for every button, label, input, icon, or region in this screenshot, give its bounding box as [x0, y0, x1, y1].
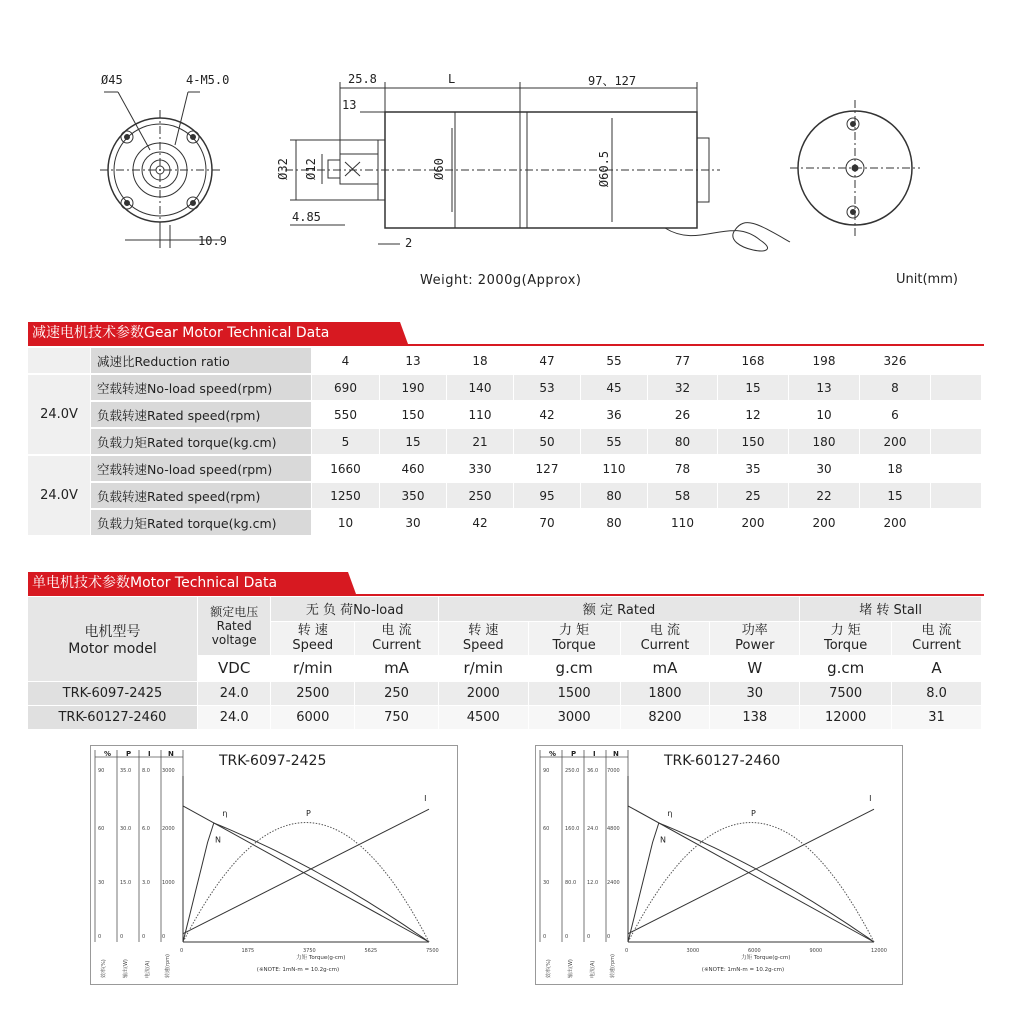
- scale-value: 3000: [162, 768, 175, 774]
- col-header: [892, 621, 982, 655]
- rated-group-header: 额 定 Rated: [438, 597, 799, 621]
- scale-value: 0: [142, 934, 146, 940]
- col-unit: r/min: [271, 655, 355, 681]
- col-header-cn: 力 矩: [830, 623, 861, 638]
- scale-value: 7000: [607, 768, 620, 774]
- col-header: [710, 621, 800, 655]
- col-header-en: Current: [372, 638, 421, 653]
- scale-value: 15.0: [120, 880, 132, 886]
- current-curve: [183, 809, 429, 934]
- dim-d45: Ø45: [101, 73, 123, 87]
- motor-value-cell: 7500: [800, 681, 892, 705]
- scale-value: 30.0: [120, 826, 132, 832]
- scale-value: 0: [565, 934, 569, 940]
- gear-cell: 690: [312, 374, 380, 401]
- col-unit: W: [710, 655, 800, 681]
- row-label-noload: 空载转速No-load speed(rpm): [91, 455, 312, 482]
- col-header-cn: 力 矩: [559, 623, 590, 638]
- motor-value-cell: 8.0: [892, 681, 982, 705]
- motor-value-cell: 8200: [620, 705, 710, 729]
- gear-cell: 80: [648, 428, 718, 455]
- gear-cell: 200: [718, 509, 789, 536]
- row-label-rated_speed: 负载转速Rated speed(rpm): [91, 401, 312, 428]
- ratio-cell: 168: [718, 348, 789, 374]
- performance-chart: [90, 745, 458, 985]
- gear-cell: 1660: [312, 455, 380, 482]
- ratio-empty-cell: [931, 348, 982, 374]
- gear-cell: 50: [514, 428, 581, 455]
- ratio-cell: 47: [514, 348, 581, 374]
- scale-value: 2000: [162, 826, 175, 832]
- scale-side-label: 输出(W): [123, 959, 129, 978]
- gear-cell: 70: [514, 509, 581, 536]
- gear-cell: 45: [581, 374, 648, 401]
- col-header: [800, 621, 892, 655]
- scale-value: 36.0: [587, 768, 599, 774]
- front-view: [100, 92, 220, 248]
- scale-head: I: [593, 750, 596, 758]
- gear-row-noload: [28, 374, 982, 401]
- x-tick-label: 12000: [871, 948, 887, 954]
- gear-section-title: 减速电机技术参数Gear Motor Technical Data: [28, 322, 400, 344]
- scale-value: 60: [543, 826, 550, 832]
- scale-value: 8.0: [142, 768, 150, 774]
- col-header-en: Current: [640, 638, 690, 653]
- gear-cell: 18: [860, 455, 931, 482]
- gear-empty-cell: [931, 482, 982, 509]
- col-header: [438, 621, 528, 655]
- technical-drawing: [0, 0, 1014, 300]
- scale-value: 1000: [162, 880, 175, 886]
- ratio-cell: 4: [312, 348, 380, 374]
- ratio-row: [28, 348, 982, 374]
- gear-cell: 190: [380, 374, 447, 401]
- x-tick-label: 7500: [426, 948, 439, 954]
- gear-cell: 200: [789, 509, 860, 536]
- gear-cell: 26: [648, 401, 718, 428]
- dim-4-85: 4.85: [292, 210, 321, 224]
- current-label: I: [869, 793, 872, 803]
- scale-value: 2400: [607, 880, 620, 886]
- scale-side-label: 输出(W): [568, 959, 574, 978]
- gear-section-line: [28, 344, 984, 346]
- gear-cell: 180: [789, 428, 860, 455]
- gear-cell: 25: [718, 482, 789, 509]
- eff-label: η: [667, 808, 673, 818]
- scale-side-label: 电流(A): [590, 960, 596, 978]
- col-header-cn: 转 速: [468, 623, 499, 638]
- scale-side-label: 电流(A): [145, 960, 151, 978]
- weight-label: Weight: 2000g(Approx): [420, 273, 582, 288]
- gear-cell: 330: [447, 455, 514, 482]
- col-header-en: Torque: [824, 638, 868, 653]
- gear-cell: 15: [380, 428, 447, 455]
- gear-cell: 78: [648, 455, 718, 482]
- rated-voltage-cn: 额定电压: [210, 604, 259, 619]
- gear-cell: 13: [789, 374, 860, 401]
- gear-cell: 127: [514, 455, 581, 482]
- scale-value: 80.0: [565, 880, 577, 886]
- col-unit: g.cm: [800, 655, 892, 681]
- rear-view: [790, 100, 920, 236]
- gear-cell: 200: [860, 428, 931, 455]
- x-tick-label: 5625: [364, 948, 378, 954]
- gear-row-rated_torque: [28, 509, 982, 536]
- rated-voltage-en1: Rated: [216, 618, 252, 633]
- scale-value: 160.0: [565, 826, 580, 832]
- scale-value: 0: [98, 934, 102, 940]
- col-unit: g.cm: [528, 655, 620, 681]
- motor-value-cell: 2500: [271, 681, 355, 705]
- col-header-cn: 电 流: [381, 623, 412, 638]
- motor-row: [28, 705, 982, 729]
- col-header-en: Torque: [552, 638, 596, 653]
- gear-cell: 140: [447, 374, 514, 401]
- scale-value: 12.0: [587, 880, 599, 886]
- gear-cell: 22: [789, 482, 860, 509]
- motor-value-cell: 31: [892, 705, 982, 729]
- noload-group-header: 无 负 荷No-load: [271, 597, 438, 621]
- gear-cell: 15: [718, 374, 789, 401]
- gear-cell: 21: [447, 428, 514, 455]
- motor-value-cell: 1800: [620, 681, 710, 705]
- motor-model-cell: TRK-6097-2425: [28, 681, 197, 705]
- scale-value: 30: [543, 880, 550, 886]
- ratio-cell: 18: [447, 348, 514, 374]
- x-tick-label: 3750: [303, 948, 316, 954]
- ratio-row-blank: [28, 348, 91, 374]
- gear-cell: 36: [581, 401, 648, 428]
- col-header-en: Speed: [292, 638, 334, 653]
- performance-chart: [535, 745, 903, 985]
- motor-value-cell: 24.0: [197, 681, 271, 705]
- dim-length: 97、127: [588, 74, 637, 88]
- scale-value: 24.0: [587, 826, 599, 832]
- chart-note: (※NOTE: 1mN-m = 10.2g-cm): [701, 967, 785, 973]
- scale-head: %: [104, 750, 112, 758]
- chart-title: TRK-6097-2425: [219, 753, 327, 769]
- unit-label: Unit(mm): [896, 272, 958, 287]
- gear-cell: 12: [718, 401, 789, 428]
- speed-curve: [183, 806, 429, 942]
- scale-value: 0: [162, 934, 166, 940]
- gear-cell: 58: [648, 482, 718, 509]
- scale-side-label: 转速(rpm): [610, 953, 616, 978]
- gear-row-rated_speed: [28, 401, 982, 428]
- speed-label: N: [659, 835, 666, 845]
- col-unit: mA: [355, 655, 439, 681]
- scale-value: 0: [607, 934, 611, 940]
- gear-empty-cell: [931, 428, 982, 455]
- scale-head: N: [613, 750, 619, 758]
- scale-value: 4800: [607, 826, 620, 832]
- gear-cell: 10: [312, 509, 380, 536]
- model-header: [28, 597, 197, 681]
- power-label: P: [306, 808, 311, 818]
- col-header: [271, 621, 355, 655]
- dim-d60-5: Ø60.5: [597, 150, 612, 188]
- vdc-unit: VDC: [197, 655, 271, 681]
- scale-value: 6.0: [142, 826, 150, 832]
- motor-value-cell: 138: [710, 705, 800, 729]
- gear-cell: 150: [380, 401, 447, 428]
- dim-m5: 4-M5.0: [186, 73, 230, 87]
- model-header-cn: 电机型号: [84, 623, 141, 640]
- scale-value: 90: [98, 768, 105, 774]
- scale-value: 3.0: [142, 880, 150, 886]
- speed-label: N: [214, 835, 221, 845]
- gear-empty-cell: [931, 374, 982, 401]
- chart-title: TRK-60127-2460: [664, 753, 781, 769]
- gear-cell: 42: [514, 401, 581, 428]
- gear-cell: 80: [581, 509, 648, 536]
- gear-cell: 250: [447, 482, 514, 509]
- gear-cell: 350: [380, 482, 447, 509]
- row-label-rated_torque: 负载力矩Rated torque(kg.cm): [91, 509, 312, 536]
- x-tick-label: 1875: [241, 948, 255, 954]
- voltage-cell: 24.0V: [28, 455, 91, 536]
- scale-head: N: [168, 750, 174, 758]
- gear-cell: 35: [718, 455, 789, 482]
- gear-cell: 95: [514, 482, 581, 509]
- ratio-cell: 13: [380, 348, 447, 374]
- row-label-noload: 空载转速No-load speed(rpm): [91, 374, 312, 401]
- ratio-cell: 326: [860, 348, 931, 374]
- gear-cell: 55: [581, 428, 648, 455]
- row-label-rated_torque: 负载力矩Rated torque(kg.cm): [91, 428, 312, 455]
- dim-13: 13: [342, 98, 357, 112]
- col-unit: A: [892, 655, 982, 681]
- gear-cell: 8: [860, 374, 931, 401]
- gear-cell: 1250: [312, 482, 380, 509]
- col-header: [620, 621, 710, 655]
- motor-model-cell: TRK-60127-2460: [28, 705, 197, 729]
- x-tick-label: 3000: [686, 948, 700, 954]
- col-header-cn: 功率: [741, 623, 768, 638]
- scale-head: P: [126, 750, 132, 758]
- scale-side-label: 转速(rpm): [165, 953, 171, 978]
- col-header-cn: 电 流: [649, 623, 681, 638]
- ratio-cell: 198: [789, 348, 860, 374]
- dim-25-8: 25.8: [348, 72, 377, 86]
- motor-value-cell: 2000: [438, 681, 528, 705]
- gear-row-noload: [28, 455, 982, 482]
- scale-value: 0: [587, 934, 591, 940]
- scale-value: 250.0: [565, 768, 580, 774]
- chart-svg: [91, 746, 457, 984]
- dim-d60: Ø60: [431, 158, 446, 180]
- motor-value-cell: 24.0: [197, 705, 271, 729]
- gear-cell: 110: [581, 455, 648, 482]
- scale-side-label: 效率(%): [546, 959, 552, 978]
- scale-head: P: [571, 750, 577, 758]
- chart-svg: [536, 746, 902, 984]
- gear-cell: 550: [312, 401, 380, 428]
- scale-value: 30: [98, 880, 105, 886]
- gear-cell: 42: [447, 509, 514, 536]
- col-header: [355, 621, 439, 655]
- x-tick-label: 9000: [809, 948, 823, 954]
- motor-value-cell: 250: [355, 681, 439, 705]
- voltage-cell: 24.0V: [28, 374, 91, 455]
- scale-head: I: [148, 750, 151, 758]
- gear-cell: 30: [789, 455, 860, 482]
- power-label: P: [751, 808, 756, 818]
- current-label: I: [424, 793, 427, 803]
- gear-row-rated_speed: [28, 482, 982, 509]
- gear-cell: 200: [860, 509, 931, 536]
- drawing-svg: [0, 0, 1014, 300]
- scale-value: 90: [543, 768, 550, 774]
- dim-2: 2: [405, 236, 413, 250]
- axis-caption: 力矩 Torque(g-cm): [741, 955, 791, 961]
- col-header-en: Current: [912, 638, 961, 653]
- ratio-cell: 55: [581, 348, 648, 374]
- scale-value: 60: [98, 826, 105, 832]
- x-tick-label: 0: [625, 948, 629, 954]
- x-tick-label: 6000: [748, 948, 761, 954]
- dim-d12: Ø12: [303, 158, 318, 180]
- axis-caption: 力矩 Torque(g-cm): [296, 955, 346, 961]
- motor-value-cell: 12000: [800, 705, 892, 729]
- gear-cell: 32: [648, 374, 718, 401]
- col-header: [528, 621, 620, 655]
- motor-section-title: 单电机技术参数Motor Technical Data: [28, 572, 348, 594]
- col-header-en: Speed: [462, 638, 504, 653]
- scale-side-label: 效率(%): [101, 959, 107, 978]
- gear-cell: 460: [380, 455, 447, 482]
- current-curve: [628, 809, 874, 934]
- motor-row: [28, 681, 982, 705]
- motor-value-cell: 1500: [528, 681, 620, 705]
- gear-cell: 15: [860, 482, 931, 509]
- motor-value-cell: 30: [710, 681, 800, 705]
- gear-data-table: [28, 348, 982, 537]
- eff-label: η: [222, 808, 228, 818]
- gear-empty-cell: [931, 401, 982, 428]
- gear-row-rated_torque: [28, 428, 982, 455]
- chart-note: (※NOTE: 1mN-m = 10.2g-cm): [256, 967, 340, 973]
- gear-cell: 30: [380, 509, 447, 536]
- rated-voltage-header: [197, 597, 271, 655]
- x-tick-label: 0: [180, 948, 184, 954]
- dim-L: L: [448, 72, 456, 86]
- speed-curve: [628, 806, 874, 942]
- motor-value-cell: 4500: [438, 705, 528, 729]
- motor-data-table: [28, 597, 982, 730]
- motor-section-line: [28, 594, 984, 596]
- ratio-label: 减速比Reduction ratio: [91, 348, 312, 374]
- side-view: [285, 82, 790, 251]
- motor-value-cell: 6000: [271, 705, 355, 729]
- gear-cell: 10: [789, 401, 860, 428]
- gear-cell: 6: [860, 401, 931, 428]
- scale-head: %: [549, 750, 557, 758]
- dim-10-9: 10.9: [198, 234, 227, 248]
- col-header-cn: 转 速: [297, 623, 328, 638]
- gear-cell: 5: [312, 428, 380, 455]
- gear-cell: 53: [514, 374, 581, 401]
- scale-value: 0: [543, 934, 547, 940]
- col-header-cn: 电 流: [921, 623, 952, 638]
- motor-value-cell: 750: [355, 705, 439, 729]
- ratio-cell: 77: [648, 348, 718, 374]
- gear-cell: 110: [648, 509, 718, 536]
- col-unit: mA: [620, 655, 710, 681]
- gear-cell: 110: [447, 401, 514, 428]
- dim-d32: Ø32: [275, 158, 290, 180]
- gear-cell: 150: [718, 428, 789, 455]
- model-header-en: Motor model: [68, 640, 157, 657]
- motor-value-cell: 3000: [528, 705, 620, 729]
- gear-empty-cell: [931, 455, 982, 482]
- scale-value: 0: [120, 934, 124, 940]
- gear-empty-cell: [931, 509, 982, 536]
- rated-voltage-en2: voltage: [211, 632, 257, 647]
- col-unit: r/min: [438, 655, 528, 681]
- scale-value: 35.0: [120, 768, 132, 774]
- stall-group-header: 堵 转 Stall: [800, 597, 982, 621]
- gear-cell: 80: [581, 482, 648, 509]
- row-label-rated_speed: 负载转速Rated speed(rpm): [91, 482, 312, 509]
- col-header-en: Power: [735, 638, 775, 653]
